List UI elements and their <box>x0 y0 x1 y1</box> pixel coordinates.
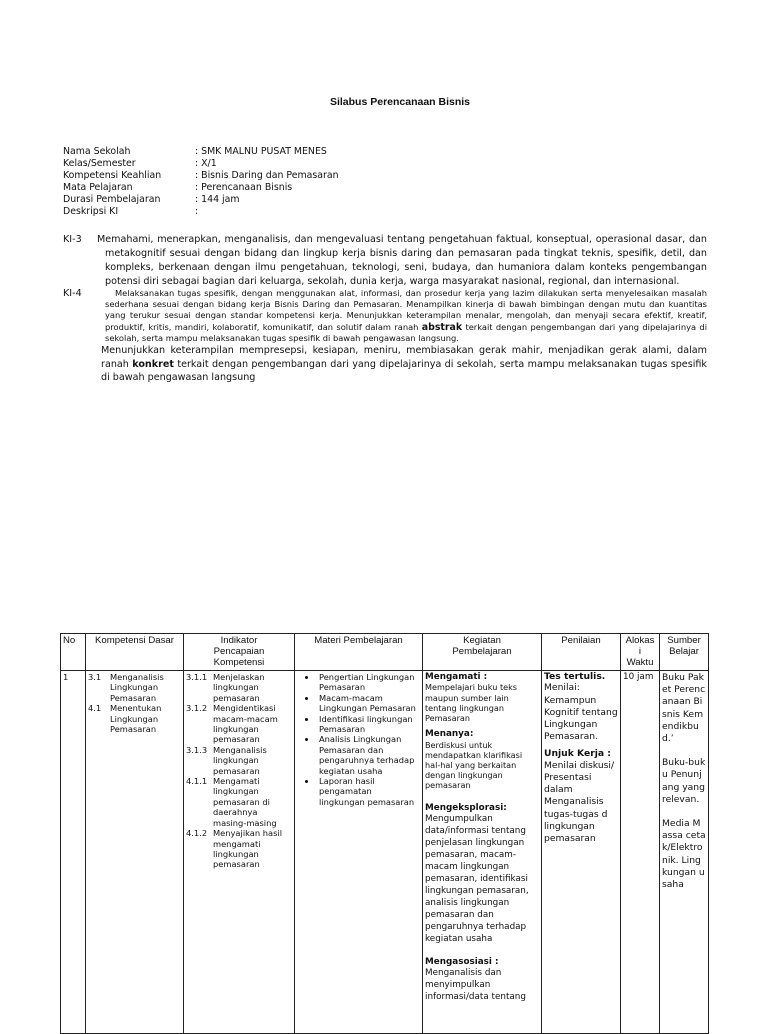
ki4-extra-text <box>63 344 707 385</box>
header-indikator <box>184 634 295 671</box>
indikator-number: 3.1.3 <box>186 744 208 755</box>
identity-row <box>63 206 339 218</box>
indikator-text: Menjelaskan lingkungan pemasaran <box>213 672 265 703</box>
header-sumber <box>660 634 709 671</box>
header-indikator-line: Kompetensi <box>213 657 265 668</box>
header-sumber-line: Sumber <box>667 635 701 646</box>
penilaian-tes-heading: Tes tertulis. <box>544 671 606 682</box>
header-no: No <box>61 634 86 671</box>
identity-row <box>63 158 339 170</box>
identity-block <box>63 146 339 219</box>
penilaian-unjuk-heading: Unjuk Kerja : <box>544 748 611 760</box>
kd-number: 3.1 <box>88 672 102 682</box>
kd-item <box>88 672 181 703</box>
kd-item <box>88 703 181 734</box>
materi-item: • Pengertian Lingkungan Pemasaran <box>317 672 420 693</box>
materi-list <box>297 672 420 807</box>
cell-materi <box>295 671 423 1034</box>
kd-text: Menganalisis Lingkungan Pemasaran <box>110 672 164 703</box>
indikator-number: 4.1.1 <box>186 776 208 787</box>
ki4-bold-konkret: konkret <box>132 358 174 370</box>
penilaian-unjuk-text: Menilai diskusi/ Presentasi dalam Menganalisis tugas-tugas d lingkungan pemasaran <box>544 759 615 845</box>
identity-label: Nama Sekolah <box>63 146 131 157</box>
header-penilaian: Penilaian <box>542 634 621 671</box>
penilaian-tes-text: Menilai: Kemampun Kognitif tentang Lingkungan Pemasaran. <box>544 682 618 743</box>
indikator-item <box>186 672 292 703</box>
cell-kompetensi-dasar <box>86 671 184 1034</box>
kegiatan-menanya-text: Berdiskusi untuk mendapatkan klarifikasi hal-hal yang berkaitan dengan lingkungan pemasaran <box>425 739 523 791</box>
table-header-row <box>61 634 709 671</box>
identity-value: : <box>195 206 199 218</box>
header-kompetensi-dasar: Kompetensi Dasar <box>86 634 184 671</box>
kegiatan-mengamati-heading: Mengamati : <box>425 672 488 682</box>
identity-row <box>63 194 339 206</box>
identity-value: : Perencanaan Bisnis <box>195 182 293 194</box>
indikator-item <box>186 703 292 745</box>
cell-no: 1 <box>61 671 86 1034</box>
indikator-text: Menyajikan hasil mengamati lingkungan pemasaran <box>213 828 283 870</box>
kegiatan-asosiasi-text: Menganalisis dan menyimpulkan informasi/data tentang <box>425 968 526 1003</box>
header-alokasi-line: i <box>638 646 642 657</box>
indikator-number: 4.1.2 <box>186 828 208 839</box>
identity-label: Deskripsi KI <box>63 206 119 218</box>
kegiatan-asosiasi-heading: Mengasosiasi : <box>425 957 499 968</box>
header-kegiatan-line: Pembelajaran <box>452 646 512 657</box>
sumber-item: Buku Paket Perencanaan Bisnis Kemendikbud.’ <box>662 672 706 745</box>
identity-label: Mata Pelajaran <box>63 182 133 194</box>
ki4-text-part1: Melaksanakan tugas spesifik, dengan menggunakan alat, informasi, dan prosedur kerja yang lazim dilakukan serta menyelesaikan masalah sederhana sesuai dengan bidang kerja Bisnis Daring dan Pemasaran. Menampilkan kinerja di bawah bimbingan dengan mutu dan kuantitas yang terukur sesuai dengan standar kompetensi kerja. Menunjukkan keterampilan menalar, mengolah, dan menyaji secara efektif, kreatif, produktif, kritis, mandiri, kolaboratif, komunikatif, dan solutif dalam ranah <box>105 288 707 332</box>
kegiatan-eksplorasi-heading: Mengeksplorasi: <box>425 802 507 813</box>
indikator-text: Mengidentikasi macam-macam lingkungan pemasaran <box>213 703 278 745</box>
cell-indikator <box>184 671 295 1034</box>
kegiatan-eksplorasi-text: Mengumpulkan data/informasi tentang penjelasan lingkungan pemasaran, macam-macam lingkungan pemasaran, identifikasi lingkungan pemasaran, analisis lingkungan pemasaran dan pengaruhnya terhadap kegiatan usaha <box>425 814 529 945</box>
indikator-text: Mengamati lingkungan pemasaran di daerahnya masing-masing <box>213 776 277 828</box>
identity-label: Kompetensi Keahlian <box>63 170 162 182</box>
indikator-item <box>186 745 292 776</box>
kd-text: Menentukan Lingkungan Pemasaran <box>110 703 162 735</box>
ki4-text <box>63 288 707 344</box>
materi-item: • Laporan hasil pengamatan lingkungan pemasaran <box>317 776 420 807</box>
identity-label: Durasi Pembelajaran <box>63 194 161 206</box>
header-materi: Materi Pembelajaran <box>295 634 423 671</box>
document-title: Silabus Perencanaan Bisnis <box>329 96 471 108</box>
ki4-code: KI-4 <box>63 288 82 299</box>
ki3-text: Memahami, menerapkan, menganalisis, dan mengevaluasi tentang pengetahuan faktual, konseptual, operasional dasar, dan metakognitif sesuai dengan bidang dan lingkup kerja bisnis daring dan pemasaran pada tingkat teknis, spesifik, detil, dan kompleks, berkenaan dengan ilmu pengetahuan, teknologi, seni, budaya, dan humaniora dalam konteks pengembangan potensi diri sebagai bagian dari keluarga, sekolah, dunia kerja, warga masyarakat nasional, regional, dan internasional. <box>97 234 707 287</box>
ki4-extra-part1: Menunjukkan keterampilan mempresepsi, kesiapan, meniru, membiasakan gerak mahir, menjadikan gerak alami, dalam ranah <box>101 345 707 370</box>
identity-row <box>63 170 339 182</box>
indikator-item <box>186 828 292 870</box>
header-indikator-line: Pencapaian <box>213 646 265 657</box>
ki4-bold-abstrak: abstrak <box>421 321 463 333</box>
identity-value: : X/1 <box>195 158 217 170</box>
cell-sumber <box>660 671 709 1034</box>
indikator-number: 3.1.2 <box>186 703 208 714</box>
header-alokasi-line: Alokas <box>625 635 655 646</box>
identity-row <box>63 146 339 158</box>
materi-item: • Analisis Lingkungan Pemasaran dan pengaruhnya terhadap kegiatan usaha <box>317 734 420 776</box>
identity-row <box>63 182 339 194</box>
indikator-text: Menganalisis lingkungan pemasaran <box>213 744 267 776</box>
syllabus-table <box>60 633 709 1034</box>
kegiatan-mengamati-text: Mempelajari buku teks maupun sumber lain tentang lingkungan Pemasaran <box>425 682 517 724</box>
kd-number: 4.1 <box>88 703 102 714</box>
cell-alokasi: 10 jam <box>621 671 660 1034</box>
table-row <box>61 671 709 1034</box>
ki4-text-part2: terkait dengan pengembangan dari yang dipelajarinya di sekolah, serta mampu melaksanakan tugas spesifik di bawah pengawasan langsung. <box>105 321 707 343</box>
cell-kegiatan <box>423 671 542 1034</box>
ki3-section <box>63 233 707 289</box>
indikator-item <box>186 776 292 828</box>
header-alokasi-line: Waktu <box>626 657 654 668</box>
header-kegiatan-line: Kegiatan <box>463 635 501 646</box>
identity-value: : Bisnis Daring dan Pemasaran <box>195 170 339 182</box>
indikator-number: 3.1.1 <box>186 672 208 682</box>
materi-item: • Identifikasi lingkungan Pemasaran <box>317 714 420 735</box>
sumber-item: Media Massa cetak/Elektronik. Lingkungan usaha <box>662 818 706 891</box>
identity-value: : SMK MALNU PUSAT MENES <box>195 146 327 157</box>
header-alokasi <box>621 634 660 671</box>
header-sumber-line: Belajar <box>669 646 699 657</box>
materi-item: • Macam-macam Lingkungan Pemasaran <box>317 693 420 714</box>
ki4-section <box>63 288 707 385</box>
header-indikator-line: Indikator <box>220 635 258 646</box>
header-kegiatan <box>423 634 542 671</box>
cell-penilaian <box>542 671 621 1034</box>
sumber-item: Buku-buku Penunjang yang relevan. <box>662 757 706 805</box>
ki4-extra-part2: terkait dengan pengembangan dari yang dipelajarinya di sekolah, serta mampu melaksanakan tugas spesifik di bawah pengawasan langsung <box>101 358 707 384</box>
identity-label: Kelas/Semester <box>63 158 136 170</box>
identity-value: : 144 jam <box>195 194 240 206</box>
kegiatan-menanya-heading: Menanya: <box>425 729 474 740</box>
ki3-code: KI-3 <box>63 234 82 245</box>
